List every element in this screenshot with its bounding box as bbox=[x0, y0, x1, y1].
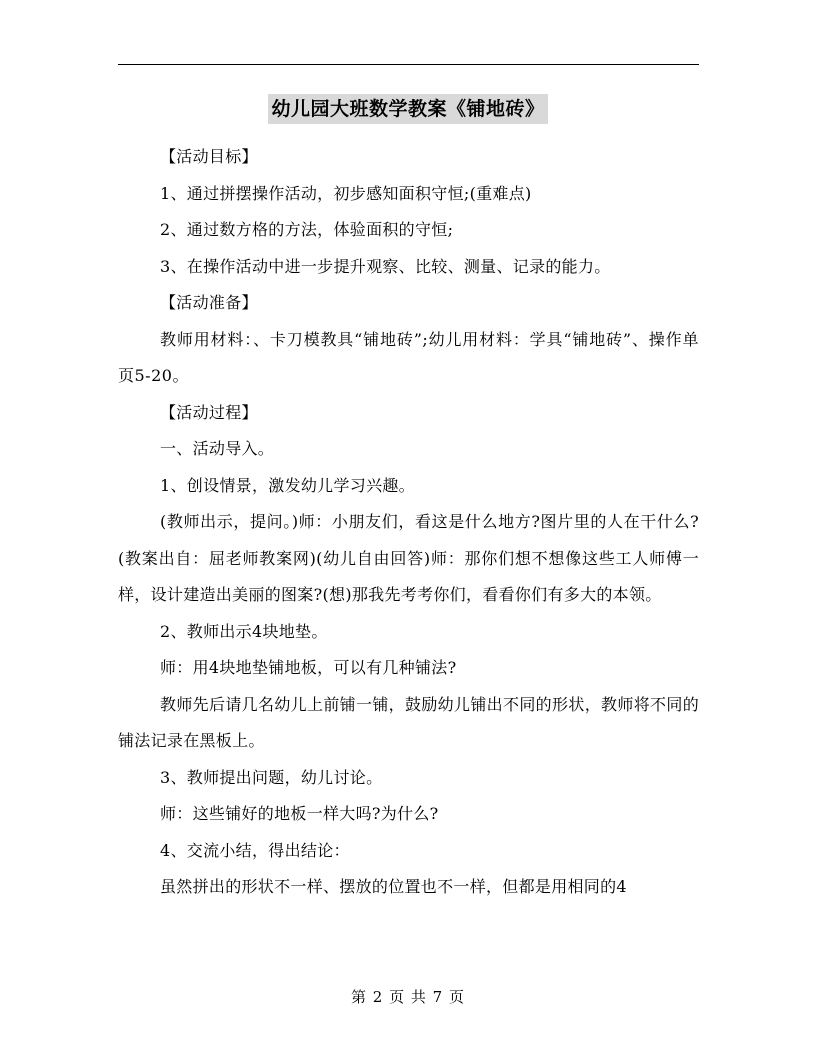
process-question-1: 师：用4块地垫铺地板，可以有几种铺法? bbox=[160, 658, 457, 677]
goal-item-3: 3、在操作活动中进一步提升观察、比较、测量、记录的能力。 bbox=[160, 256, 611, 276]
process-step-3: 3、教师提出问题，幼儿讨论。 bbox=[160, 767, 383, 787]
process-step-2: 2、教师出示4块地垫。 bbox=[160, 621, 328, 641]
process-conclusion: 虽然拼出的形状不一样、摆放的位置也不一样，但都是用相同的4 bbox=[160, 877, 627, 896]
preparation-text: 教师用材料：、卡刀模教具“铺地砖”;幼儿用材料：学具“铺地砖”、操作单页5-20。 bbox=[118, 329, 699, 385]
section-heading-process: 【活动过程】 bbox=[160, 402, 258, 422]
goal-item-1: 1、通过拼摆操作活动，初步感知面积守恒;(重难点) bbox=[160, 183, 532, 203]
process-dialogue-1: (教师出示，提问。)师：小朋友们，看这是什么地方?图片里的人在干什么?(教案出自：屈老师教案网)(幼儿自由回答)师：那你们想不想像这些工人师傅一样，设计建造出美丽的图案?(想)那我先考考你们，看看你们有多大的本领。 bbox=[118, 512, 699, 604]
page-number-footer: 第 2 页 共 7 页 bbox=[351, 988, 465, 1006]
document-title: 幼儿园大班数学教案《铺地砖》 bbox=[268, 94, 547, 124]
document-body bbox=[118, 139, 699, 906]
process-step-intro: 一、活动导入。 bbox=[160, 439, 275, 458]
process-step-1: 1、创设情景，激发幼儿学习兴趣。 bbox=[160, 475, 415, 495]
section-heading-goals: 【活动目标】 bbox=[160, 147, 258, 166]
process-activity-1: 教师先后请几名幼儿上前铺一铺，鼓励幼儿铺出不同的形状，教师将不同的铺法记录在黑板上。 bbox=[118, 694, 699, 750]
title-container bbox=[0, 94, 816, 124]
section-heading-preparation: 【活动准备】 bbox=[160, 293, 258, 312]
process-question-2: 师：这些铺好的地板一样大吗?为什么? bbox=[160, 804, 439, 823]
goal-item-2: 2、通过数方格的方法，体验面积的守恒; bbox=[160, 220, 454, 239]
process-step-4: 4、交流小结，得出结论： bbox=[160, 840, 350, 860]
header-rule bbox=[118, 64, 699, 65]
